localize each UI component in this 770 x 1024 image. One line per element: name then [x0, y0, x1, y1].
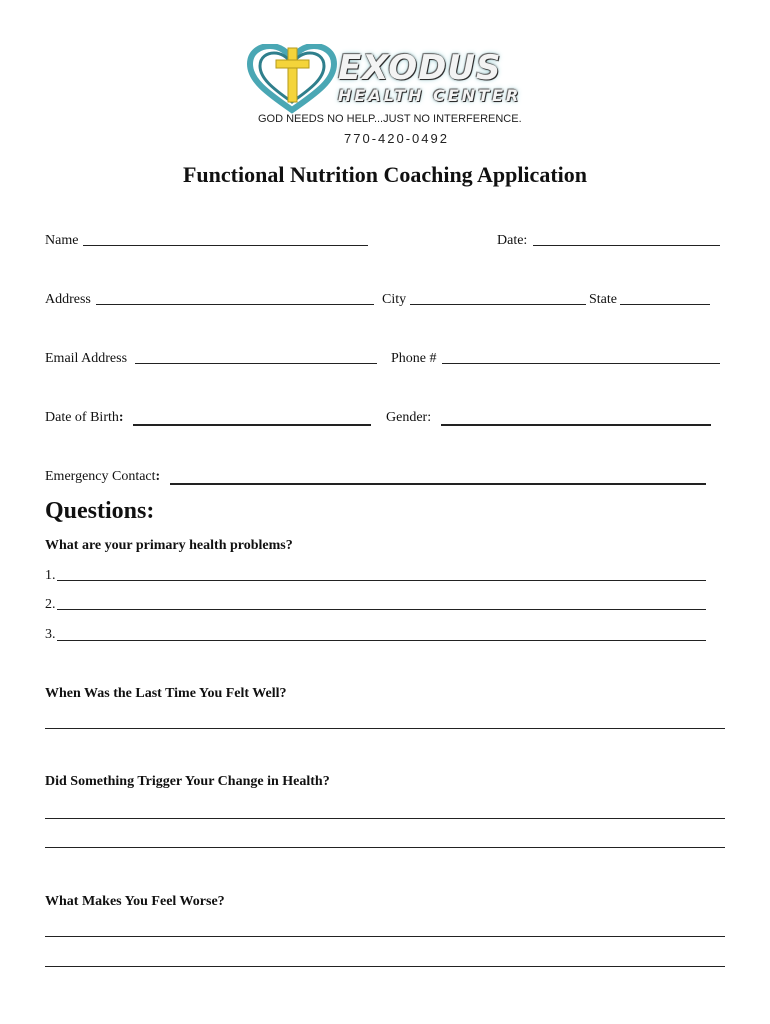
- phone-field[interactable]: [442, 363, 720, 364]
- dob-label-colon: :: [118, 410, 124, 425]
- trigger-change-field-2[interactable]: [45, 847, 725, 848]
- question-trigger-change: Did Something Trigger Your Change in Health?: [45, 774, 330, 789]
- email-field[interactable]: [135, 363, 377, 364]
- feel-worse-field-1[interactable]: [45, 936, 725, 937]
- city-field[interactable]: [410, 304, 586, 305]
- answer-2-field[interactable]: [57, 609, 706, 610]
- name-label: Name: [45, 233, 79, 248]
- emergency-label-text: Emergency Contact: [45, 469, 156, 484]
- last-felt-well-field[interactable]: [45, 728, 725, 729]
- dob-field[interactable]: [133, 424, 371, 426]
- answer-1-label: 1.: [45, 568, 56, 583]
- answer-3-field[interactable]: [57, 640, 706, 641]
- logo: [226, 40, 536, 150]
- logo-wordmark: EXODUS: [338, 48, 502, 88]
- logo-subtitle: HEALTH CENTER: [338, 86, 522, 105]
- state-label: State: [589, 292, 617, 307]
- emergency-contact-field[interactable]: [170, 483, 706, 485]
- question-feel-worse: What Makes You Feel Worse?: [45, 894, 225, 909]
- logo-tagline: GOD NEEDS NO HELP...JUST NO INTERFERENCE.: [258, 113, 522, 125]
- feel-worse-field-2[interactable]: [45, 966, 725, 967]
- city-label: City: [382, 292, 407, 307]
- trigger-change-field-1[interactable]: [45, 818, 725, 819]
- question-last-felt-well: When Was the Last Time You Felt Well?: [45, 686, 287, 701]
- address-label: Address: [45, 292, 91, 307]
- date-label: Date:: [497, 233, 528, 248]
- date-field[interactable]: [533, 245, 720, 246]
- logo-phone: 770-420-0492: [344, 131, 449, 146]
- dob-label: [45, 410, 124, 426]
- question-primary-health-problems: What are your primary health problems?: [45, 538, 293, 553]
- name-field[interactable]: [83, 245, 368, 246]
- questions-heading: Questions:: [45, 498, 155, 524]
- dob-label-text: Date of Birth: [45, 410, 119, 425]
- answer-1-field[interactable]: [57, 580, 706, 581]
- heart-cross-logo-icon: [246, 44, 338, 114]
- page-title: Functional Nutrition Coaching Application: [182, 162, 587, 187]
- address-field[interactable]: [96, 304, 374, 305]
- phone-label: Phone #: [391, 351, 437, 366]
- emergency-label-colon: :: [155, 469, 161, 484]
- emergency-contact-label: [45, 469, 160, 485]
- answer-2-label: 2.: [45, 597, 56, 612]
- state-field[interactable]: [620, 304, 710, 305]
- answer-3-label: 3.: [45, 627, 56, 642]
- email-label: Email Address: [45, 351, 128, 366]
- gender-label: Gender:: [386, 410, 432, 425]
- gender-field[interactable]: [441, 424, 711, 426]
